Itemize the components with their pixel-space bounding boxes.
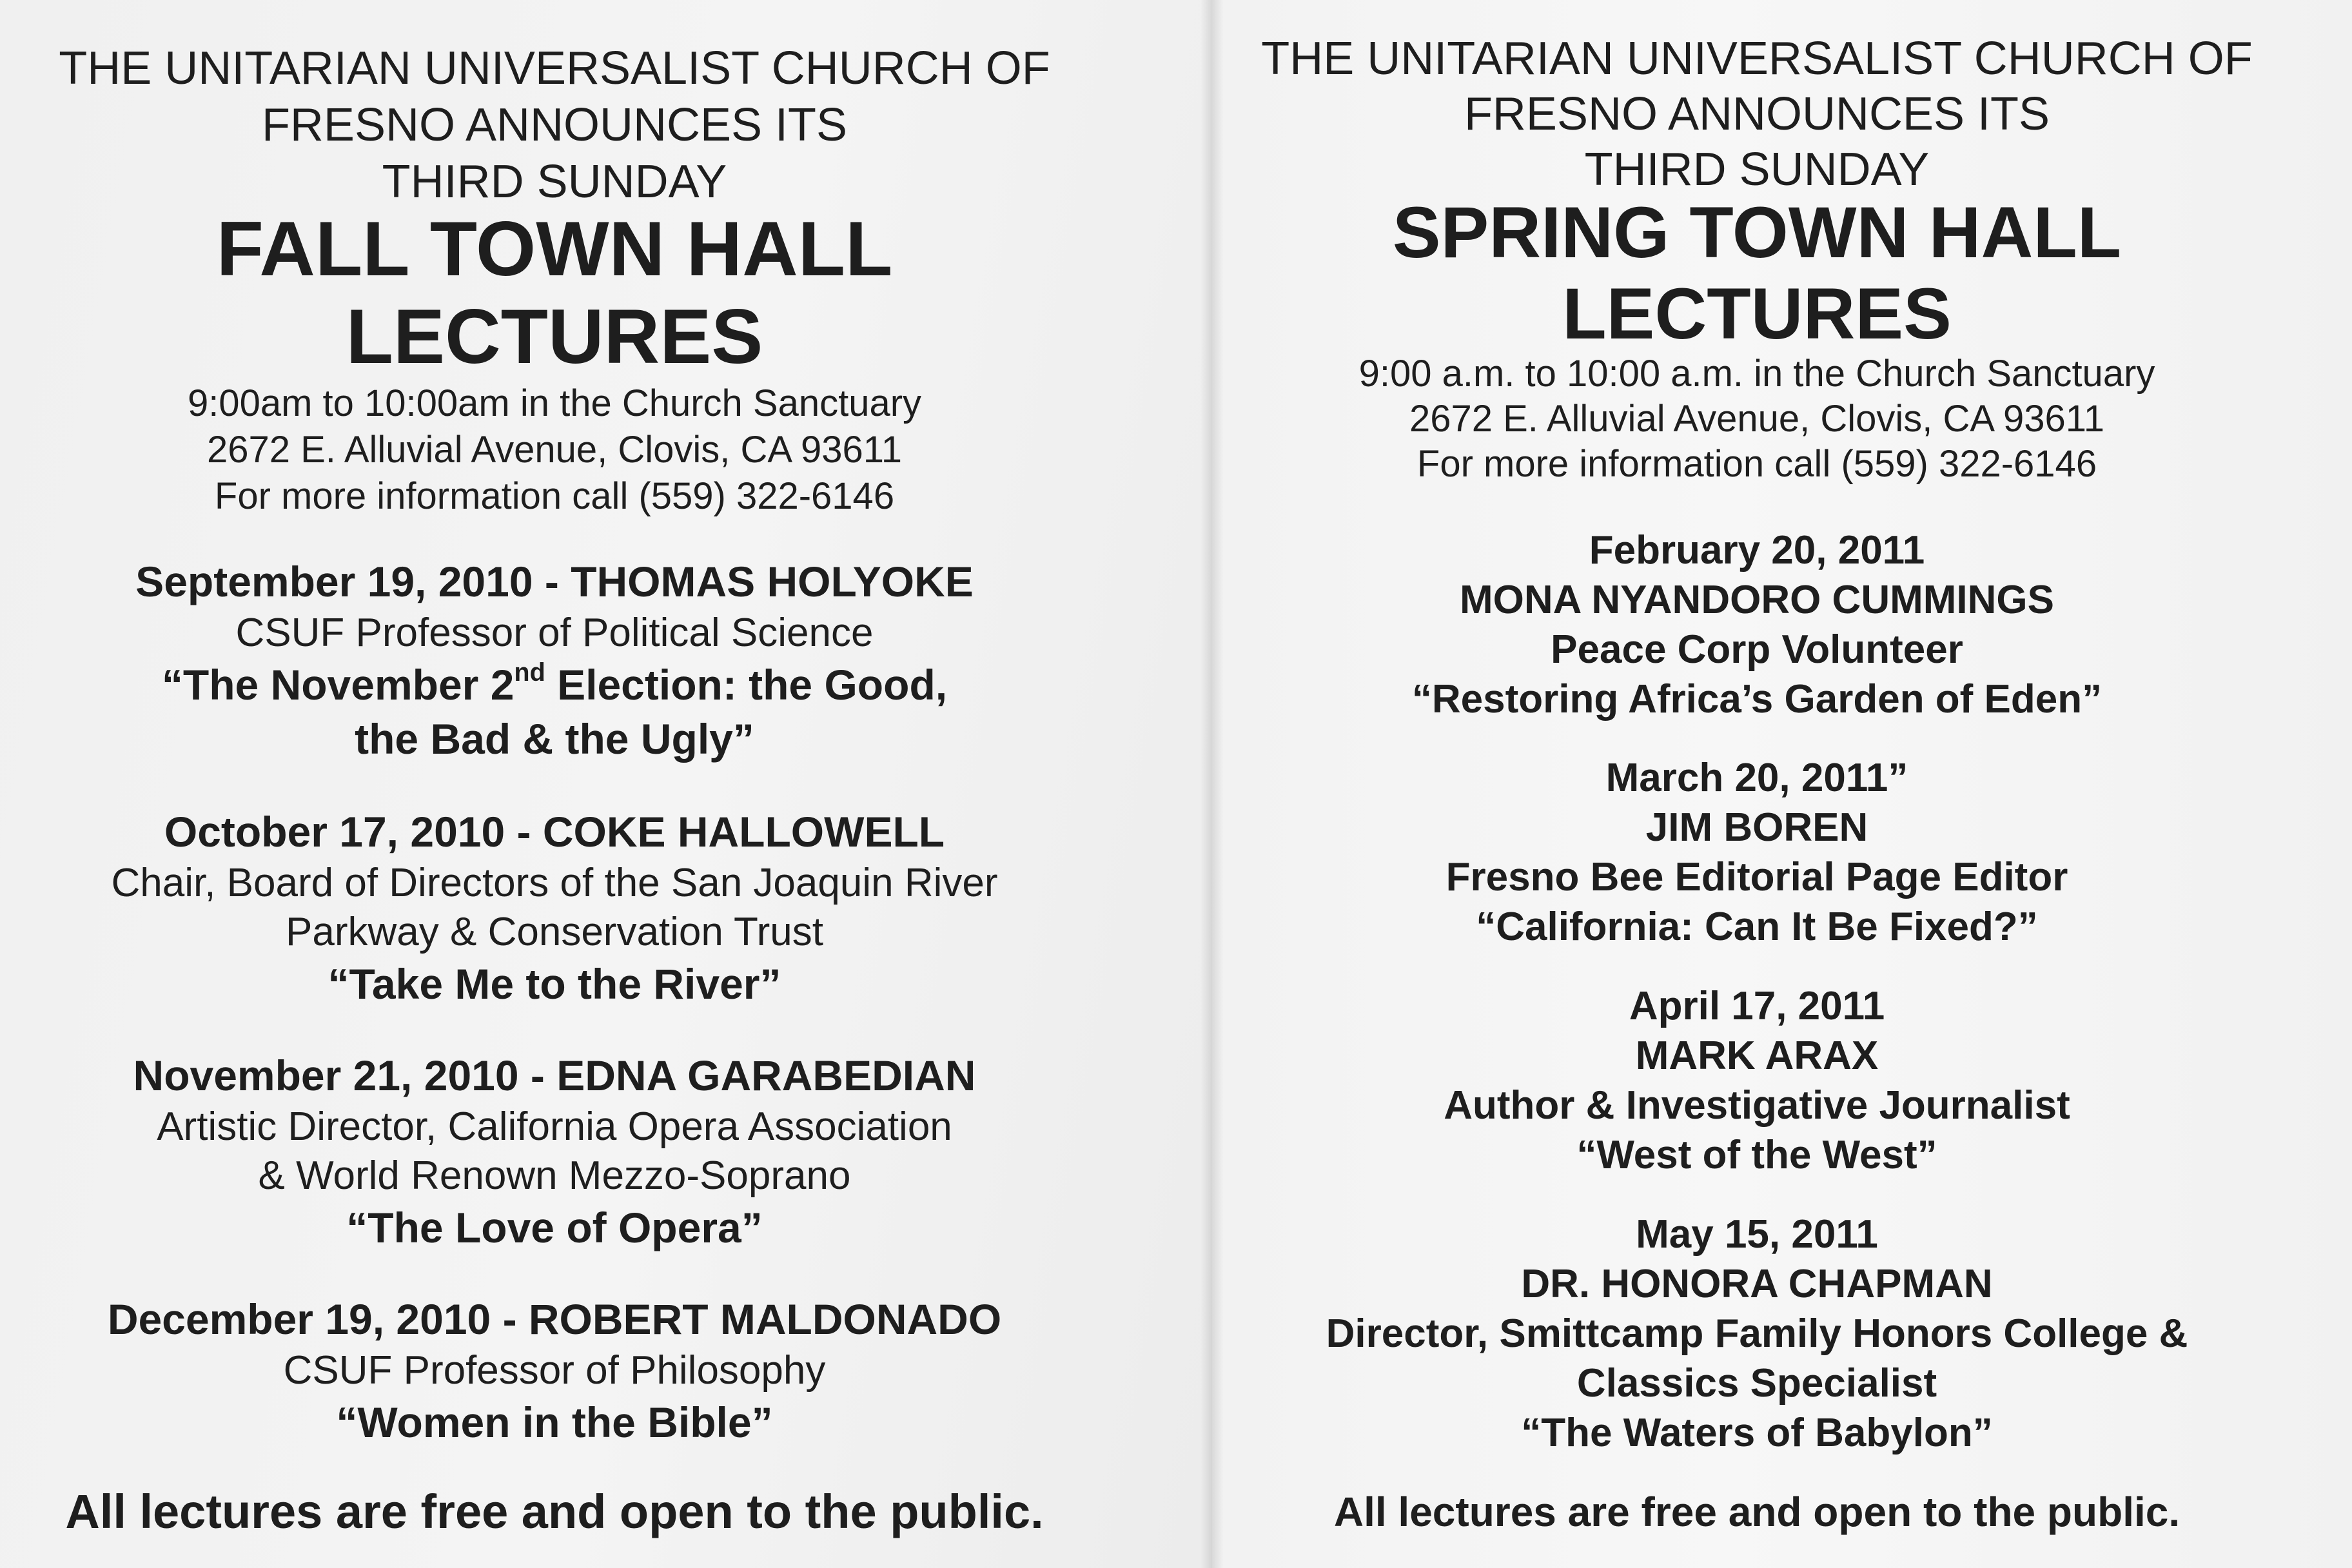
- fall-event: [26, 1048, 1083, 1255]
- spring-intro-line: FRESNO ANNOUNCES ITS: [1464, 88, 2050, 140]
- event-title: “California: Can It Be Fixed?”: [1476, 905, 2038, 949]
- event-heading: November 21, 2010 - EDNA GARABEDIAN: [133, 1052, 976, 1099]
- fall-intro-line: THE UNITARIAN UNIVERSALIST CHURCH OF: [59, 43, 1050, 94]
- event-speaker: MONA NYANDORO CUMMINGS: [1460, 578, 2054, 622]
- spring-title: [1212, 192, 2302, 355]
- event-heading: October 17, 2010 - COKE HALLOWELL: [164, 808, 945, 856]
- event-description: Artistic Director, California Opera Association: [157, 1104, 952, 1149]
- spring-event: [1212, 981, 2302, 1180]
- spring-address: 2672 E. Alluvial Avenue, Clovis, CA 93611: [1409, 398, 2104, 440]
- fall-intro: [26, 40, 1083, 210]
- event-speaker: DR. HONORA CHAPMAN: [1521, 1262, 1993, 1306]
- ordinal-suffix: nd: [514, 658, 545, 687]
- spring-intro-line: THE UNITARIAN UNIVERSALIST CHURCH OF: [1261, 33, 2253, 84]
- event-description: Chair, Board of Directors of the San Joaquin River: [111, 861, 998, 905]
- event-title: “West of the West”: [1576, 1133, 1937, 1177]
- fall-event: [26, 805, 1083, 1011]
- event-title: “Take Me to the River”: [328, 960, 781, 1008]
- event-title: “Restoring Africa’s Garden of Eden”: [1411, 677, 2102, 721]
- event-role: Fresno Bee Editorial Page Editor: [1446, 855, 2068, 899]
- fall-title-line: FALL TOWN HALL: [216, 206, 893, 292]
- spring-event: [1212, 1210, 2302, 1458]
- fall-phone: For more information call (559) 322-6146: [214, 475, 895, 517]
- event-title: the Bad & the Ugly”: [355, 715, 754, 763]
- spring-event: [1212, 753, 2302, 952]
- fall-title-line: LECTURES: [346, 293, 763, 380]
- fall-title: [26, 205, 1083, 380]
- event-heading: September 19, 2010 - THOMAS HOLYOKE: [135, 558, 974, 605]
- event-title: “Women in the Bible”: [336, 1398, 773, 1446]
- spring-intro-line: THIRD SUNDAY: [1584, 144, 1930, 195]
- spring-intro: [1212, 31, 2302, 197]
- spring-footer: All lectures are free and open to the public.: [1333, 1489, 2180, 1535]
- spring-flyer-page: [1212, 0, 2352, 1568]
- fall-intro-line: THIRD SUNDAY: [382, 156, 727, 208]
- event-description: CSUF Professor of Political Science: [235, 611, 874, 655]
- fall-info: [26, 380, 1083, 520]
- spring-phone: For more information call (559) 322-6146: [1416, 443, 2097, 485]
- fall-address: 2672 E. Alluvial Avenue, Clovis, CA 93611: [206, 429, 902, 471]
- event-date: March 20, 2011”: [1605, 756, 1908, 800]
- event-title: “The Love of Opera”: [346, 1204, 763, 1251]
- event-description: & World Renown Mezzo-Soprano: [258, 1153, 851, 1198]
- fall-event: [26, 554, 1083, 766]
- event-date: February 20, 2011: [1589, 528, 1925, 573]
- event-description: Parkway & Conservation Trust: [286, 910, 823, 954]
- fall-time-location: 9:00am to 10:00am in the Church Sanctuary: [187, 382, 922, 424]
- event-title: “The Waters of Babylon”: [1521, 1411, 1993, 1455]
- spring-title-line: SPRING TOWN HALL: [1392, 192, 2122, 273]
- event-title-part: Election: the Good,: [545, 661, 948, 709]
- event-role: Peace Corp Volunteer: [1551, 627, 1963, 672]
- fall-intro-line: FRESNO ANNOUNCES ITS: [261, 99, 848, 151]
- event-role: Classics Specialist: [1576, 1361, 1937, 1406]
- event-title-part: “The November 2: [161, 661, 514, 709]
- spring-title-line: LECTURES: [1562, 273, 1952, 354]
- event-date: April 17, 2011: [1629, 984, 1885, 1028]
- event-date: May 15, 2011: [1636, 1212, 1878, 1257]
- fall-event: [26, 1292, 1083, 1449]
- spring-info: [1212, 351, 2302, 487]
- spring-event: [1212, 525, 2302, 724]
- event-role: Director, Smittcamp Family Honors College &: [1326, 1311, 2188, 1356]
- event-speaker: JIM BOREN: [1645, 805, 1868, 850]
- spring-time-location: 9:00 a.m. to 10:00 a.m. in the Church Sanctuary: [1358, 353, 2155, 395]
- event-role: Author & Investigative Journalist: [1444, 1083, 2070, 1128]
- fall-footer: All lectures are free and open to the public.: [65, 1485, 1044, 1538]
- event-speaker: MARK ARAX: [1635, 1034, 1879, 1078]
- event-heading: December 19, 2010 - ROBERT MALDONADO: [107, 1295, 1002, 1343]
- event-title: [26, 658, 1083, 712]
- event-description: CSUF Professor of Philosophy: [283, 1348, 826, 1393]
